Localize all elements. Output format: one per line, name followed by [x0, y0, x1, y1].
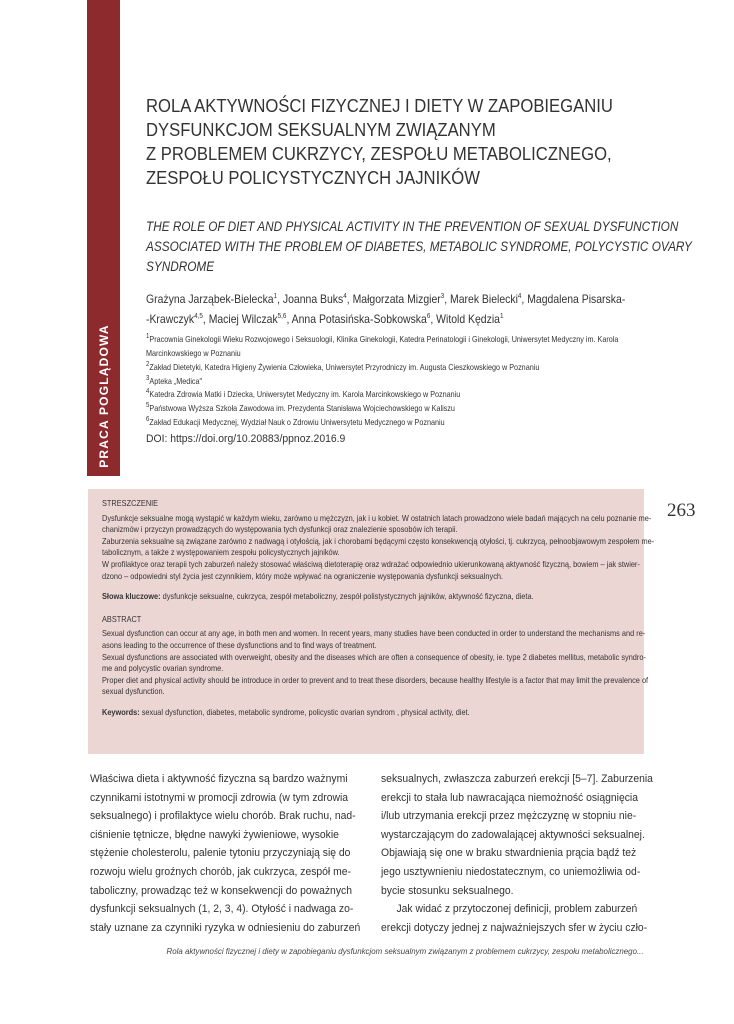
body-line: bycie stosunku seksualnego. [381, 884, 514, 897]
abstract-keywords: Keywords: sexual dysfunction, diabetes, metabolic syndrome, policystic ovarian syndrom , physical activity, diet. [102, 706, 470, 717]
author-line [146, 288, 637, 308]
body-line: taboliczny, prowadząc też w konsekwencji do poważnych [90, 884, 352, 897]
affiliation: $^3$Apteka „Medica" [146, 374, 203, 386]
author: Joanna Buks$^4$, [282, 292, 353, 306]
streszczenie-heading: STRESZCZENIE [102, 498, 159, 508]
title-line: Z PROBLEMEM CUKRZYCY, ZESPOŁU METABOLICZNEGO, [146, 143, 612, 164]
article-title-en [146, 217, 692, 277]
streszczenie-line: Zaburzenia seksualne są związane zarówno z nadwagą i otyłością, jak i chorobami będącymi często konsekwencją otyłości, tj. cukrzycą, pełnoobjawowym zespołem me- [102, 535, 655, 546]
body-column-right [381, 770, 654, 937]
affiliation: $^1$Pracownia Ginekologii Wieku Rozwojowego i Seksuologii, Klinika Ginekologii, Katedra Perinatologii i Ginekologii, Uniwersytet Medyczny im. Karola [146, 333, 619, 344]
abstract-heading: ABSTRACT [102, 613, 142, 624]
author: Maciej Wilczak$^{5,6}$, [208, 312, 292, 326]
affiliation: Marcinkowskiego w Poznaniu [146, 347, 241, 358]
body-line: erekcji to stała lub nawracająca niemożność osiągnięcia [381, 791, 638, 804]
abstract-line: me and polycystic ovarian syndrome. [102, 663, 224, 674]
author: Anna Potasińska-Sobkowska$^6$, [291, 312, 437, 326]
title-line: ZESPOŁU POLICYSTYCZNYCH JAJNIKÓW [146, 167, 480, 188]
page-number: 263 [667, 500, 696, 521]
article-title-pl [146, 94, 613, 190]
body-line: czynnikami istotnymi w promocji zdrowia (w tym zdrowia [90, 791, 349, 804]
streszczenie-line: tabolicznym, a także z występowaniem zespołu policystycznych jajników. [102, 547, 340, 558]
author: Marek Bielecki$^4$, [450, 292, 528, 306]
abstract-content [102, 498, 655, 719]
abstract-box [88, 489, 655, 754]
abstract-line: Sexual dysfunction can occur at any age, in both men and women. In recent years, many studies have been conducted in order to understand the mechanisms and re- [102, 628, 646, 639]
affiliation: $^6$Zakład Edukacji Medycznej, Wydział Nauk o Zdrowiu Uniwersytetu Medycznego w Poznaniu [146, 416, 445, 427]
affiliation: $^2$Zakład Dietetyki, Katedra Higieny Żywienia Człowieka, Uniwersytet Przyrodniczy im. Augusta Cieszkowskiego w Poznaniu [146, 360, 540, 372]
abstract-line: Sexual dysfunctions are associated with overweight, obesity and the diseases which are often a consequence of obesity, ie. type 2 diabetes mellitus, metabolic syndro- [102, 651, 646, 662]
author-list [146, 288, 637, 328]
body-line: Objawiają się one w braku stwardnienia prącia bądź też [381, 847, 637, 860]
body-line: rozwoju wielu groźnych chorób, jak cukrzyca, zespół me- [90, 865, 351, 878]
author: Witold Kędzia$^1$ [436, 312, 504, 326]
abstract-line: asons leading to the occurrence of these dysfunctions and to find ways of treatment. [102, 639, 377, 650]
body-line: dysfunkcji seksualnych (1, 2, 3, 4). Otyłość i nadwaga zo- [90, 903, 354, 916]
body-line: stężenie cholesterolu, palenie tytoniu przyczyniają się do [90, 847, 351, 860]
streszczenie-line: dzono – odpowiedni styl życia jest czynnikiem, który może wpływać na ograniczenie występowania dysfunkcji seksualnych. [102, 570, 504, 581]
subtitle-line: SYNDROME [146, 259, 215, 274]
body-line: Jak widać z przytoczonej definicji, problem zaburzeń [396, 903, 638, 916]
streszczenie-line: chanizmów i przyczyn prowadzących do występowania tych dysfunkcji oraz znalezienie sposobów ich terapii. [102, 524, 458, 535]
streszczenie-line: Dysfunkcje seksualne mogą wystąpić w każdym wieku, zarówno u mężczyzn, jak i u kobiet. W ostatnich latach prowadzono wiele badań mających na celu poznanie me- [102, 512, 652, 523]
body-column-left [90, 770, 363, 937]
streszczenie-line: W profilaktyce oraz terapii tych zaburzeń należy stosować właściwą dietoterapię oraz wdrażać odpowiednio ukierunkowaną aktywność fizyczną, bowiem – jak stwier- [102, 558, 640, 569]
author-line [146, 308, 637, 328]
article-type-label: PRACA POGLĄDOWA [97, 324, 111, 468]
affiliation: $^4$Katedra Zdrowia Matki i Dziecka, Uniwersytet Medyczny im. Karola Marcinkowskiego w Poznaniu [146, 388, 461, 400]
doi-link[interactable]: DOI: https://doi.org/10.20883/ppnoz.2016.9 [146, 433, 346, 445]
author: Magdalena Pisarska- [527, 292, 626, 306]
subtitle-line: ASSOCIATED WITH THE PROBLEM OF DIABETES, METABOLIC SYNDROME, POLYCYSTIC OVARY [146, 239, 692, 254]
author: -Krawczyk$^{4,5}$, [146, 312, 209, 326]
author: Grażyna Jarząbek-Bielecka$^1$, [146, 292, 283, 306]
body-line: i/lub utrzymania erekcji przez mężczyznę w stopniu nie- [381, 810, 637, 823]
body-line: erekcji dotyczy jednej z najważniejszych sfer w życiu czło- [381, 921, 648, 934]
affiliation: $^5$Państwowa Wyższa Szkoła Zawodowa im. Prezydenta Stanisława Wojciechowskiego w Kaliszu [146, 402, 455, 414]
title-line: DYSFUNKCJOM SEKSUALNYM ZWIĄZANYM [146, 119, 496, 140]
body-line: seksualnego) i profilaktyce wielu chorób. Brak ruchu, nad- [90, 810, 356, 823]
body-line: stały uznane za czynniki ryzyka w odniesieniu do zaburzeń [90, 921, 361, 934]
body-line: ciśnienie tętnicze, błędne nawyki żywieniowe, wysokie [90, 828, 339, 841]
subtitle-line: THE ROLE OF DIET AND PHYSICAL ACTIVITY IN THE PREVENTION OF SEXUAL DYSFUNCTION [146, 219, 679, 234]
abstract-line: sexual dysfunction. [102, 686, 165, 697]
body-line: Właściwa dieta i aktywność fizyczna są bardzo ważnymi [90, 773, 348, 785]
running-footer: Rola aktywności fizycznej i diety w zapobieganiu dysfunkcjom seksualnym związanym z problemem cukrzycy, zespołu metabolicznego... [166, 946, 644, 956]
author: Małgorzata Mizgier$^3$, [352, 292, 451, 306]
affiliation-list [146, 331, 620, 428]
abstract-line: Proper diet and physical activity should be introduce in order to prevent and to treat these disorders, because healthy lifestyle is a factor that may limit the prevalence of [102, 674, 649, 685]
body-line: jego usztywnieniu niedostatecznym, co uniemożliwia od- [381, 865, 641, 878]
body-line: seksualnych, zwłaszcza zaburzeń erekcji [5–7]. Zaburzenia [381, 773, 653, 785]
streszczenie-keywords: Słowa kluczowe: dysfunkcje seksualne, cukrzyca, zespół metaboliczny, zespół polistystycznych jajników, aktywność fizyczna, dieta. [102, 591, 534, 602]
title-line: ROLA AKTYWNOŚCI FIZYCZNEJ I DIETY W ZAPOBIEGANIU [146, 95, 613, 116]
body-line: wystarczającym do zadowalającej aktywności seksualnej. [381, 828, 645, 841]
